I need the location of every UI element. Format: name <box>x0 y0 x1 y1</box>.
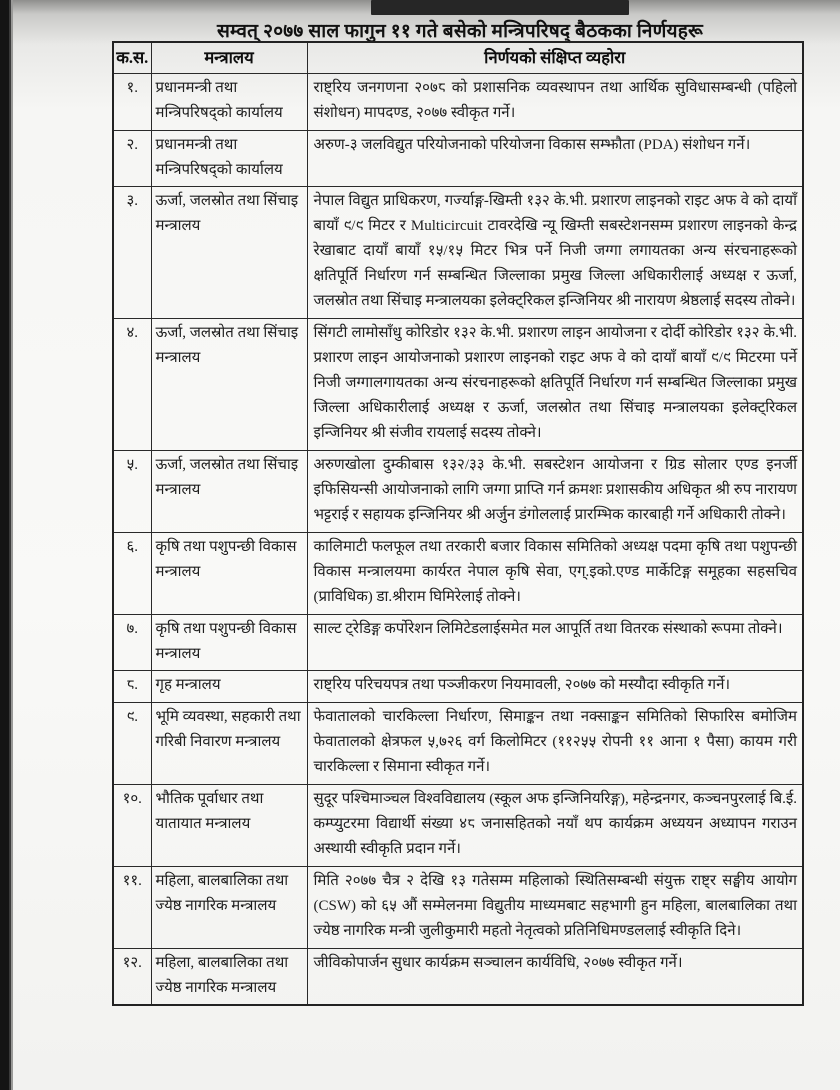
decision-cell: मिति २०७७ चैत्र २ देखि १३ गतेसम्म महिलाको स्थितिसम्बन्धी संयुक्त राष्ट्र सङ्घीय आयोग (CSW) को ६५ औं सम्मेलनमा विद्युतीय माध्यमबाट सहभागी हुन महिला, बालबालिका तथा ज्येष्ठ नागरिक मन्त्री जुलीकुमारी महतो नेतृत्वको प्रतिनिधिमण्डललाई स्वीकृति दिने। <box>307 867 803 949</box>
column-header-ministry: मन्त्रालय <box>151 42 307 74</box>
serial-number-cell: ११. <box>113 867 151 949</box>
decision-cell: साल्ट ट्रेडिङ्ग कर्पोरेशन लिमिटेडलाईसमेत मल आपूर्ति तथा वितरक संस्थाको रूपमा तोक्ने। <box>307 615 803 671</box>
column-header-serial-number: क.स. <box>113 42 151 74</box>
redaction-bar <box>371 0 629 15</box>
ministry-cell: ऊर्जा, जलस्रोत तथा सिंचाइ मन्त्रालय <box>151 187 307 319</box>
ministry-cell: ऊर्जा, जलस्रोत तथा सिंचाइ मन्त्रालय <box>151 319 307 451</box>
table-row <box>113 74 803 131</box>
decision-cell: अरुण-३ जलविद्युत परियोजनाको परियोजना विकास सम्झौता (PDA) संशोधन गर्ने। <box>307 131 803 187</box>
table-row <box>113 785 803 867</box>
serial-number-cell: ५. <box>113 451 151 533</box>
table-row <box>113 533 803 615</box>
serial-number-cell: १२. <box>113 949 151 1006</box>
decision-cell: राष्ट्रिय परिचयपत्र तथा पञ्जीकरण नियमावली, २०७७ को मस्यौदा स्वीकृति गर्ने। <box>307 671 803 703</box>
decision-cell: अरुणखोला दुम्कीबास १३२/३३ के.भी. सबस्टेशन आयोजना र ग्रिड सोलार एण्ड इनर्जी इफिसियन्सी आयोजनाको लागि जग्गा प्राप्ति गर्न क्रमशः प्रशासकीय अधिकृत श्री रुप नारायण भट्टराई र सहायक इन्जिनियर श्री अर्जुन डंगोललाई प्रारम्भिक कारबाही गर्ने अधिकारी तोक्ने। <box>307 451 803 533</box>
ministry-cell: कृषि तथा पशुपन्छी विकास मन्त्रालय <box>151 533 307 615</box>
table-row <box>113 671 803 703</box>
serial-number-cell: २. <box>113 131 151 187</box>
ministry-cell: भूमि व्यवस्था, सहकारी तथा गरिबी निवारण मन्त्रालय <box>151 703 307 785</box>
decisions-table <box>112 41 804 1006</box>
decision-cell: सिंगटी लामोसाँधु कोरिडोर १३२ के.भी. प्रशारण लाइन आयोजना र दोर्दी कोरिडोर १३२ के.भी. प्रशारण लाइन आयोजनाको प्रशारण लाइनको राइट अफ वे को दायाँ बायाँ ९/९ मिटरमा पर्ने निजी जग्गालगायतका अन्य संरचनाहरूको क्षतिपूर्ति निर्धारण गर्न सम्बन्धित जिल्लाका प्रमुख जिल्ला अधिकारीलाई अध्यक्ष र ऊर्जा, जलस्रोत तथा सिंचाइ मन्त्रालयका इलेक्ट्रिकल इन्जिनियर श्री संजीव रायलाई सदस्य तोक्ने। <box>307 319 803 451</box>
decision-cell: सुदूर पश्चिमाञ्चल विश्वविद्यालय (स्कूल अफ इन्जिनियरिङ्ग), महेन्द्रनगर, कञ्चनपुरलाई बि.ई. कम्प्युटरमा विद्यार्थी संख्या ४८ जनासहितको नयाँ थप कार्यक्रम अध्ययन अध्यापन गराउन अस्थायी स्वीकृति प्रदान गर्ने। <box>307 785 803 867</box>
ministry-cell: प्रधानमन्त्री तथा मन्त्रिपरिषद्को कार्यालय <box>151 131 307 187</box>
table-row <box>113 187 803 319</box>
serial-number-cell: १. <box>113 74 151 131</box>
column-header-decision: निर्णयको संक्षिप्त व्यहोरा <box>307 42 803 74</box>
table-row <box>113 615 803 671</box>
ministry-cell: महिला, बालबालिका तथा ज्येष्ठ नागरिक मन्त्रालय <box>151 867 307 949</box>
table-header-row <box>113 42 803 74</box>
decisions-table-body <box>113 74 803 1006</box>
table-row <box>113 703 803 785</box>
decision-cell: कालिमाटी फलफूल तथा तरकारी बजार विकास समितिको अध्यक्ष पदमा कृषि तथा पशुपन्छी विकास मन्त्रालयमा कार्यरत नेपाल कृषि सेवा, एग्.इको.एण्ड मार्केटिङ्ग समूहका सहसचिव (प्राविधिक) डा.श्रीराम घिमिरेलाई तोक्ने। <box>307 533 803 615</box>
serial-number-cell: ७. <box>113 615 151 671</box>
scan-edge-artifact <box>0 0 13 1090</box>
table-row <box>113 949 803 1006</box>
table-row <box>113 319 803 451</box>
decision-cell: फेवातालको चारकिल्ला निर्धारण, सिमाङ्कन तथा नक्साङ्कन समितिको सिफारिस बमोजिम फेवातालको क्षेत्रफल ५,७२६ वर्ग किलोमिटर (११२५५ रोपनी ११ आना १ पैसा) कायम गरी चारकिल्ला र सिमाना स्वीकृत गर्ने। <box>307 703 803 785</box>
ministry-cell: कृषि तथा पशुपन्छी विकास मन्त्रालय <box>151 615 307 671</box>
ministry-cell: प्रधानमन्त्री तथा मन्त्रिपरिषद्को कार्यालय <box>151 74 307 131</box>
decision-cell: जीविकोपार्जन सुधार कार्यक्रम सञ्चालन कार्यविधि, २०७७ स्वीकृत गर्ने। <box>307 949 803 1006</box>
ministry-cell: भौतिक पूर्वाधार तथा यातायात मन्त्रालय <box>151 785 307 867</box>
serial-number-cell: ९. <box>113 703 151 785</box>
ministry-cell: गृह मन्त्रालय <box>151 671 307 703</box>
decision-cell: नेपाल विद्युत प्राधिकरण, गर्ज्याङ्ग-खिम्ती १३२ के.भी. प्रशारण लाइनको राइट अफ वे को दायाँ बायाँ ९/९ मिटर र Multicircuit टावरदेखि न्यू खिम्ती सबस्टेशनसम्म प्रशारण लाइनको केन्द्र रेखाबाट दायाँ बायाँ १५/१५ मिटर भित्र पर्ने निजी जग्गा लगायतका अन्य संरचनाहरूको क्षतिपूर्ति निर्धारण गर्न सम्बन्धित जिल्लाका प्रमुख जिल्ला अधिकारीलाई अध्यक्ष र ऊर्जा, जलस्रोत तथा सिंचाइ मन्त्रालयका इलेक्ट्रिकल इन्जिनियर श्री नारायण श्रेष्ठलाई सदस्य तोक्ने। <box>307 187 803 319</box>
table-row <box>113 451 803 533</box>
ministry-cell: महिला, बालबालिका तथा ज्येष्ठ नागरिक मन्त्रालय <box>151 949 307 1006</box>
table-row <box>113 867 803 949</box>
serial-number-cell: ४. <box>113 319 151 451</box>
table-row <box>113 131 803 187</box>
serial-number-cell: १०. <box>113 785 151 867</box>
serial-number-cell: ३. <box>113 187 151 319</box>
decision-cell: राष्ट्रिय जनगणना २०७८ को प्रशासनिक व्यवस्थापन तथा आर्थिक सुविधासम्बन्धी (पहिलो संशोधन) मापदण्ड, २०७७ स्वीकृत गर्ने। <box>307 74 803 131</box>
ministry-cell: ऊर्जा, जलस्रोत तथा सिंचाइ मन्त्रालय <box>151 451 307 533</box>
serial-number-cell: ८. <box>113 671 151 703</box>
page-title: सम्वत् २०७७ साल फागुन ११ गते बसेको मन्त्रिपरिषद् बैठकका निर्णयहरू <box>216 21 703 42</box>
serial-number-cell: ६. <box>113 533 151 615</box>
